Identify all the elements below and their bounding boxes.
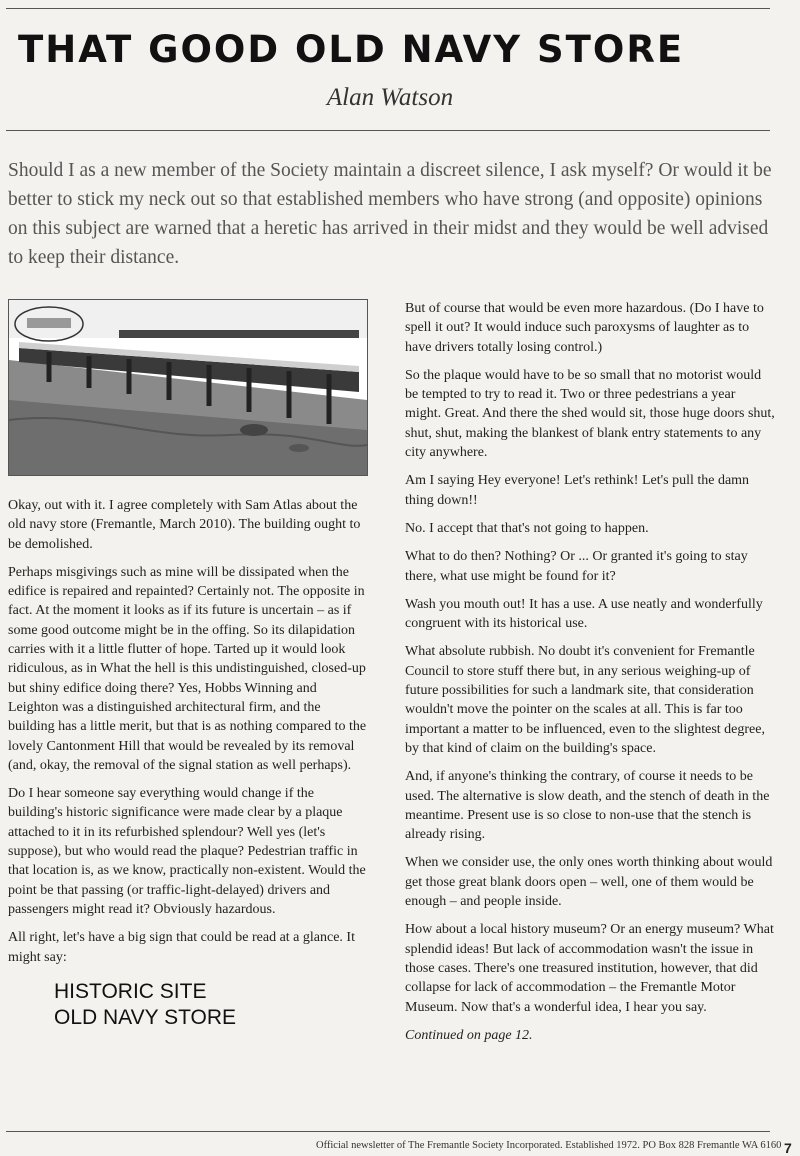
body-paragraph: Wash you mouth out! It has a use. A use neatly and wonderfully congruent with its historical use. [405,596,763,632]
page-number: 7 [784,1140,792,1156]
body-paragraph: Okay, out with it. I agree completely with Sam Atlas about the old navy store (Fremantle, March 2010). The building ought to be demolished. [8,498,361,552]
sign-line-2: OLD NAVY STORE [54,1005,237,1029]
jetty-photo [8,299,368,476]
body-paragraph: But of course that would be even more hazardous. (Do I have to spell it out? It would induce such paroxysms of laughter as to have drivers totally losing control.) [405,301,764,355]
continued-note: Continued on page 12. [405,1027,533,1043]
right-column [405,299,775,1054]
left-column [8,496,368,1031]
body-paragraph: What absolute rubbish. No doubt it's convenient for Fremantle Council to store stuff there but, in any serious weighing-up of future possibilities for such a landmark site, that consideration wouldn't move the pointer on the scales at all. This is far too important a matter to be influenced, even to the slightest degree, by that kind of claim on the building's space. [405,644,765,756]
author-name: Alan Watson [326,84,454,111]
header-rule [6,130,770,131]
body-paragraph: All right, let's have a big sign that could be read at a glance. It might say: [8,930,355,965]
footer-text: Official newsletter of The Fremantle Society Incorporated. Established 1972. PO Box 828 Fremantle WA 6160 [316,1140,782,1151]
proposed-sign [54,979,368,1031]
body-paragraph: And, if anyone's thinking the contrary, of course it needs to be used. The alternative is slow death, and the stench of death in the meantime. Present use is so close to non-use that the stench is already rising. [405,769,770,843]
body-paragraph: How about a local history museum? Or an energy museum? What splendid ideas! But lack of accommodation wasn't the issue in those cases. There's one treasured institution, however, that did collapse for lack of accommodation – the Fremantle Motor Museum. Now that's a wonderful idea, I hear you say. [405,922,774,1015]
body-paragraph: What to do then? Nothing? Or ... Or granted it's going to stay there, what use might be found for it? [405,549,748,584]
article-title: THAT GOOD OLD NAVY STORE [18,28,685,71]
intro-paragraph: Should I as a new member of the Society maintain a discreet silence, I ask myself? Or would it be better to stick my neck out so that established members who have strong (and opposite) opinions on this subject are warned that a heretic has arrived in their midst and they would be well advised to keep their distance. [8,160,772,268]
body-paragraph: When we consider use, the only ones worth thinking about would get those great blank doors open – well, one of them would be enough – and people inside. [405,855,773,910]
body-paragraph: Do I hear someone say everything would change if the building's historic significance were made clear by a plaque attached to it in its refurbished splendour? Well yes (let's suppose), but who would read the plaque? Pedestrian traffic in that location is, as we know, practically non-existent. Would the point be that passing (or traffic-light-delayed) drivers and passengers might read it? Obviously hazardous. [8,786,366,917]
body-paragraph: So the plaque would have to be so small that no motorist would be tempted to try to read it. Two or three pedestrians a year might. Great. And there the shed would sit, those huge doors shut, shut, shut, making the blankest of blank entry statements to any city anywhere. [405,367,775,461]
body-paragraph: Am I saying Hey everyone! Let's rethink! Let's pull the damn thing down!! [405,473,750,508]
body-paragraph: Perhaps misgivings such as mine will be dissipated when the edifice is repaired and repainted? Certainly not. The opposite in fact. At the moment it looks as if its future is uncertain – as if some good outcome might be in the offing. So its dilapidation carries with it a little flutter of hope. Tarted up it would look ridiculous, as in What the hell is this undistinguished, closed-up but shiny edifice doing there? Yes, Hobbs Winning and Leighton was a distinguished architectural firm, and the building has a little merit, but that is as nothing compared to the lovely Cantonment Hill that would be revealed by its removal (and, okay, the removal of the signal station as well perhaps). [8,564,367,773]
jetty-photo-drawing [9,300,367,475]
sign-line-1: HISTORIC SITE [54,979,207,1003]
top-rule [6,8,770,9]
footer-rule [6,1131,770,1132]
body-paragraph: No. I accept that that's not going to happen. [405,520,649,536]
